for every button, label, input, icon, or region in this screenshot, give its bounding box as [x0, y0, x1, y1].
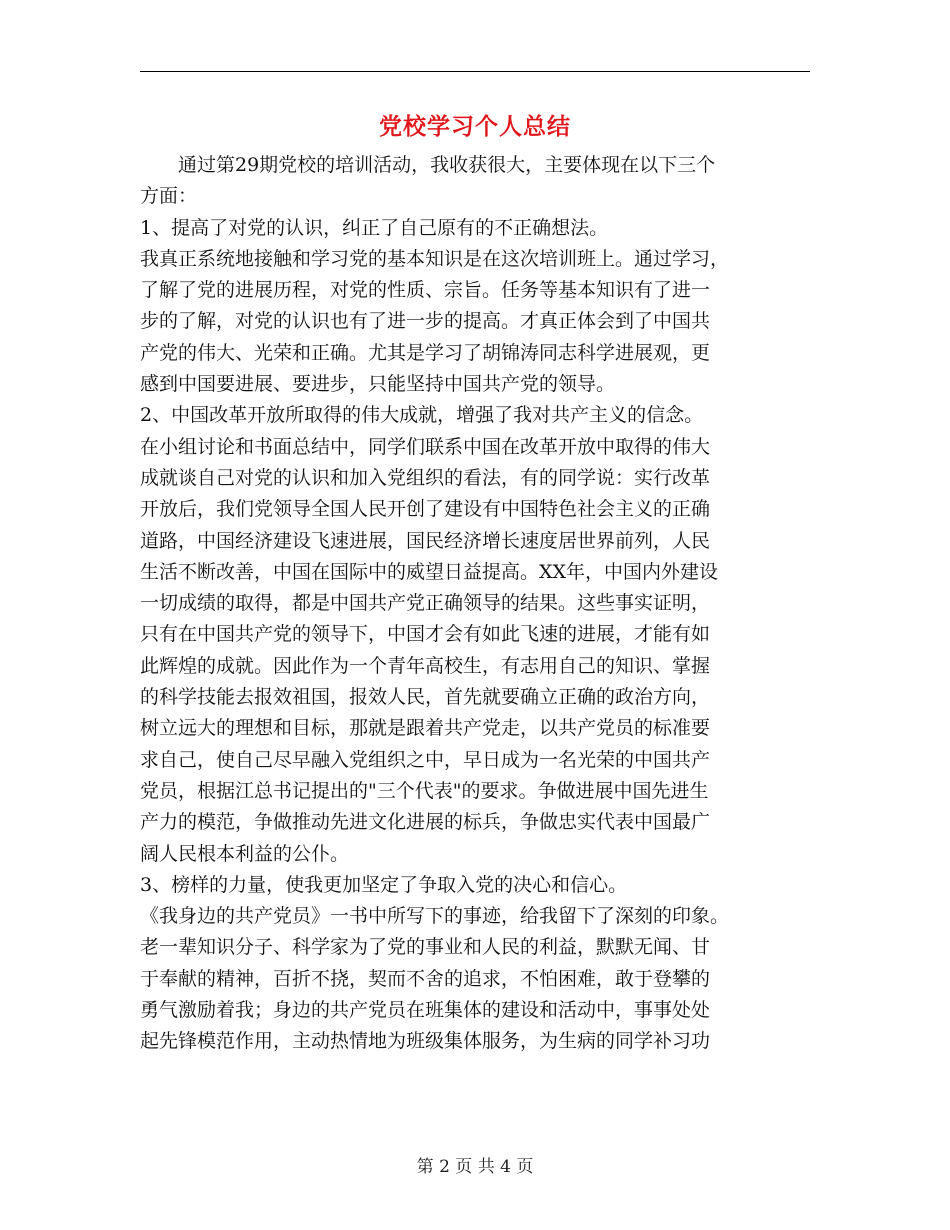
document-title: 党校学习个人总结 — [379, 114, 571, 140]
text-line: 成就谈自己对党的认识和加入党组织的看法，有的同学说：实行改革 — [140, 466, 711, 489]
document-body — [140, 150, 800, 1058]
text-line: 求自己，使自己尽早融入党组织之中，早日成为一名光荣的中国共产 — [140, 748, 711, 771]
text-line: 起先锋模范作用，主动热情地为班级集体服务，为生病的同学补习功 — [140, 1030, 711, 1053]
text-line: 只有在中国共产党的领导下，中国才会有如此飞速的进展，才能有如 — [140, 623, 711, 646]
text-line: 一切成绩的取得，都是中国共产党正确领导的结果。这些事实证明， — [140, 592, 711, 615]
text-line: 通过第29期党校的培训活动，我收获很大，主要体现在以下三个 — [140, 154, 716, 176]
text-line: 树立远大的理想和目标，那就是跟着共产党走，以共产党员的标准要 — [140, 717, 711, 740]
text-line: 此辉煌的成就。因此作为一个青年高校生，有志用自己的知识、掌握 — [140, 654, 711, 677]
text-line: 勇气激励着我；身边的共产党员在班集体的建设和活动中，事事处处 — [140, 999, 711, 1022]
text-line: 生活不断改善，中国在国际中的威望日益提高。XX年，中国内外建设 — [140, 560, 719, 583]
text-line: 我真正系统地接触和学习党的基本知识是在这次培训班上。通过学习， — [140, 247, 730, 270]
text-line: 步的了解，对党的认识也有了进一步的提高。才真正体会到了中国共 — [140, 310, 711, 333]
text-line: 阔人民根本利益的公仆。 — [140, 842, 350, 865]
text-line: 3、榜样的力量，使我更加坚定了争取入党的决心和信心。 — [140, 873, 628, 896]
header-rule — [140, 71, 810, 72]
page-number-footer: 第 2 页 共 4 页 — [416, 1157, 534, 1177]
text-line: 《我身边的共产党员》一书中所写下的事迹，给我留下了深刻的印象。 — [140, 905, 730, 928]
text-line: 产力的模范，争做推动先进文化进展的标兵，争做忠实代表中国最广 — [140, 811, 711, 834]
text-line: 道路，中国经济建设飞速进展，国民经济增长速度居世界前列，人民 — [140, 529, 711, 552]
text-line: 党员，根据江总书记提出的"三个代表"的要求。争做进展中国先进生 — [140, 779, 709, 802]
text-line: 产党的伟大、光荣和正确。尤其是学习了胡锦涛同志科学进展观，更 — [140, 341, 711, 364]
text-line: 方面： — [140, 185, 198, 208]
text-line: 老一辈知识分子、科学家为了党的事业和人民的利益，默默无闻、甘 — [140, 936, 711, 959]
text-line: 2、中国改革开放所取得的伟大成就，增强了我对共产主义的信念。 — [140, 404, 704, 427]
text-line: 感到中国要进展、要进步，只能坚持中国共产党的领导。 — [140, 373, 616, 396]
text-line: 了解了党的进展历程，对党的性质、宗旨。任务等基本知识有了进一 — [140, 279, 711, 302]
text-line: 于奉献的精神，百折不挠，契而不舍的追求，不怕困难，敢于登攀的 — [140, 967, 711, 990]
text-line: 开放后，我们党领导全国人民开创了建设有中国特色社会主义的正确 — [140, 498, 711, 521]
text-line: 的科学技能去报效祖国，报效人民，首先就要确立正确的政治方向， — [140, 686, 711, 709]
text-line: 在小组讨论和书面总结中，同学们联系中国在改革开放中取得的伟大 — [140, 435, 711, 458]
text-line: 1、提高了对党的认识，纠正了自己原有的不正确想法。 — [140, 216, 609, 239]
